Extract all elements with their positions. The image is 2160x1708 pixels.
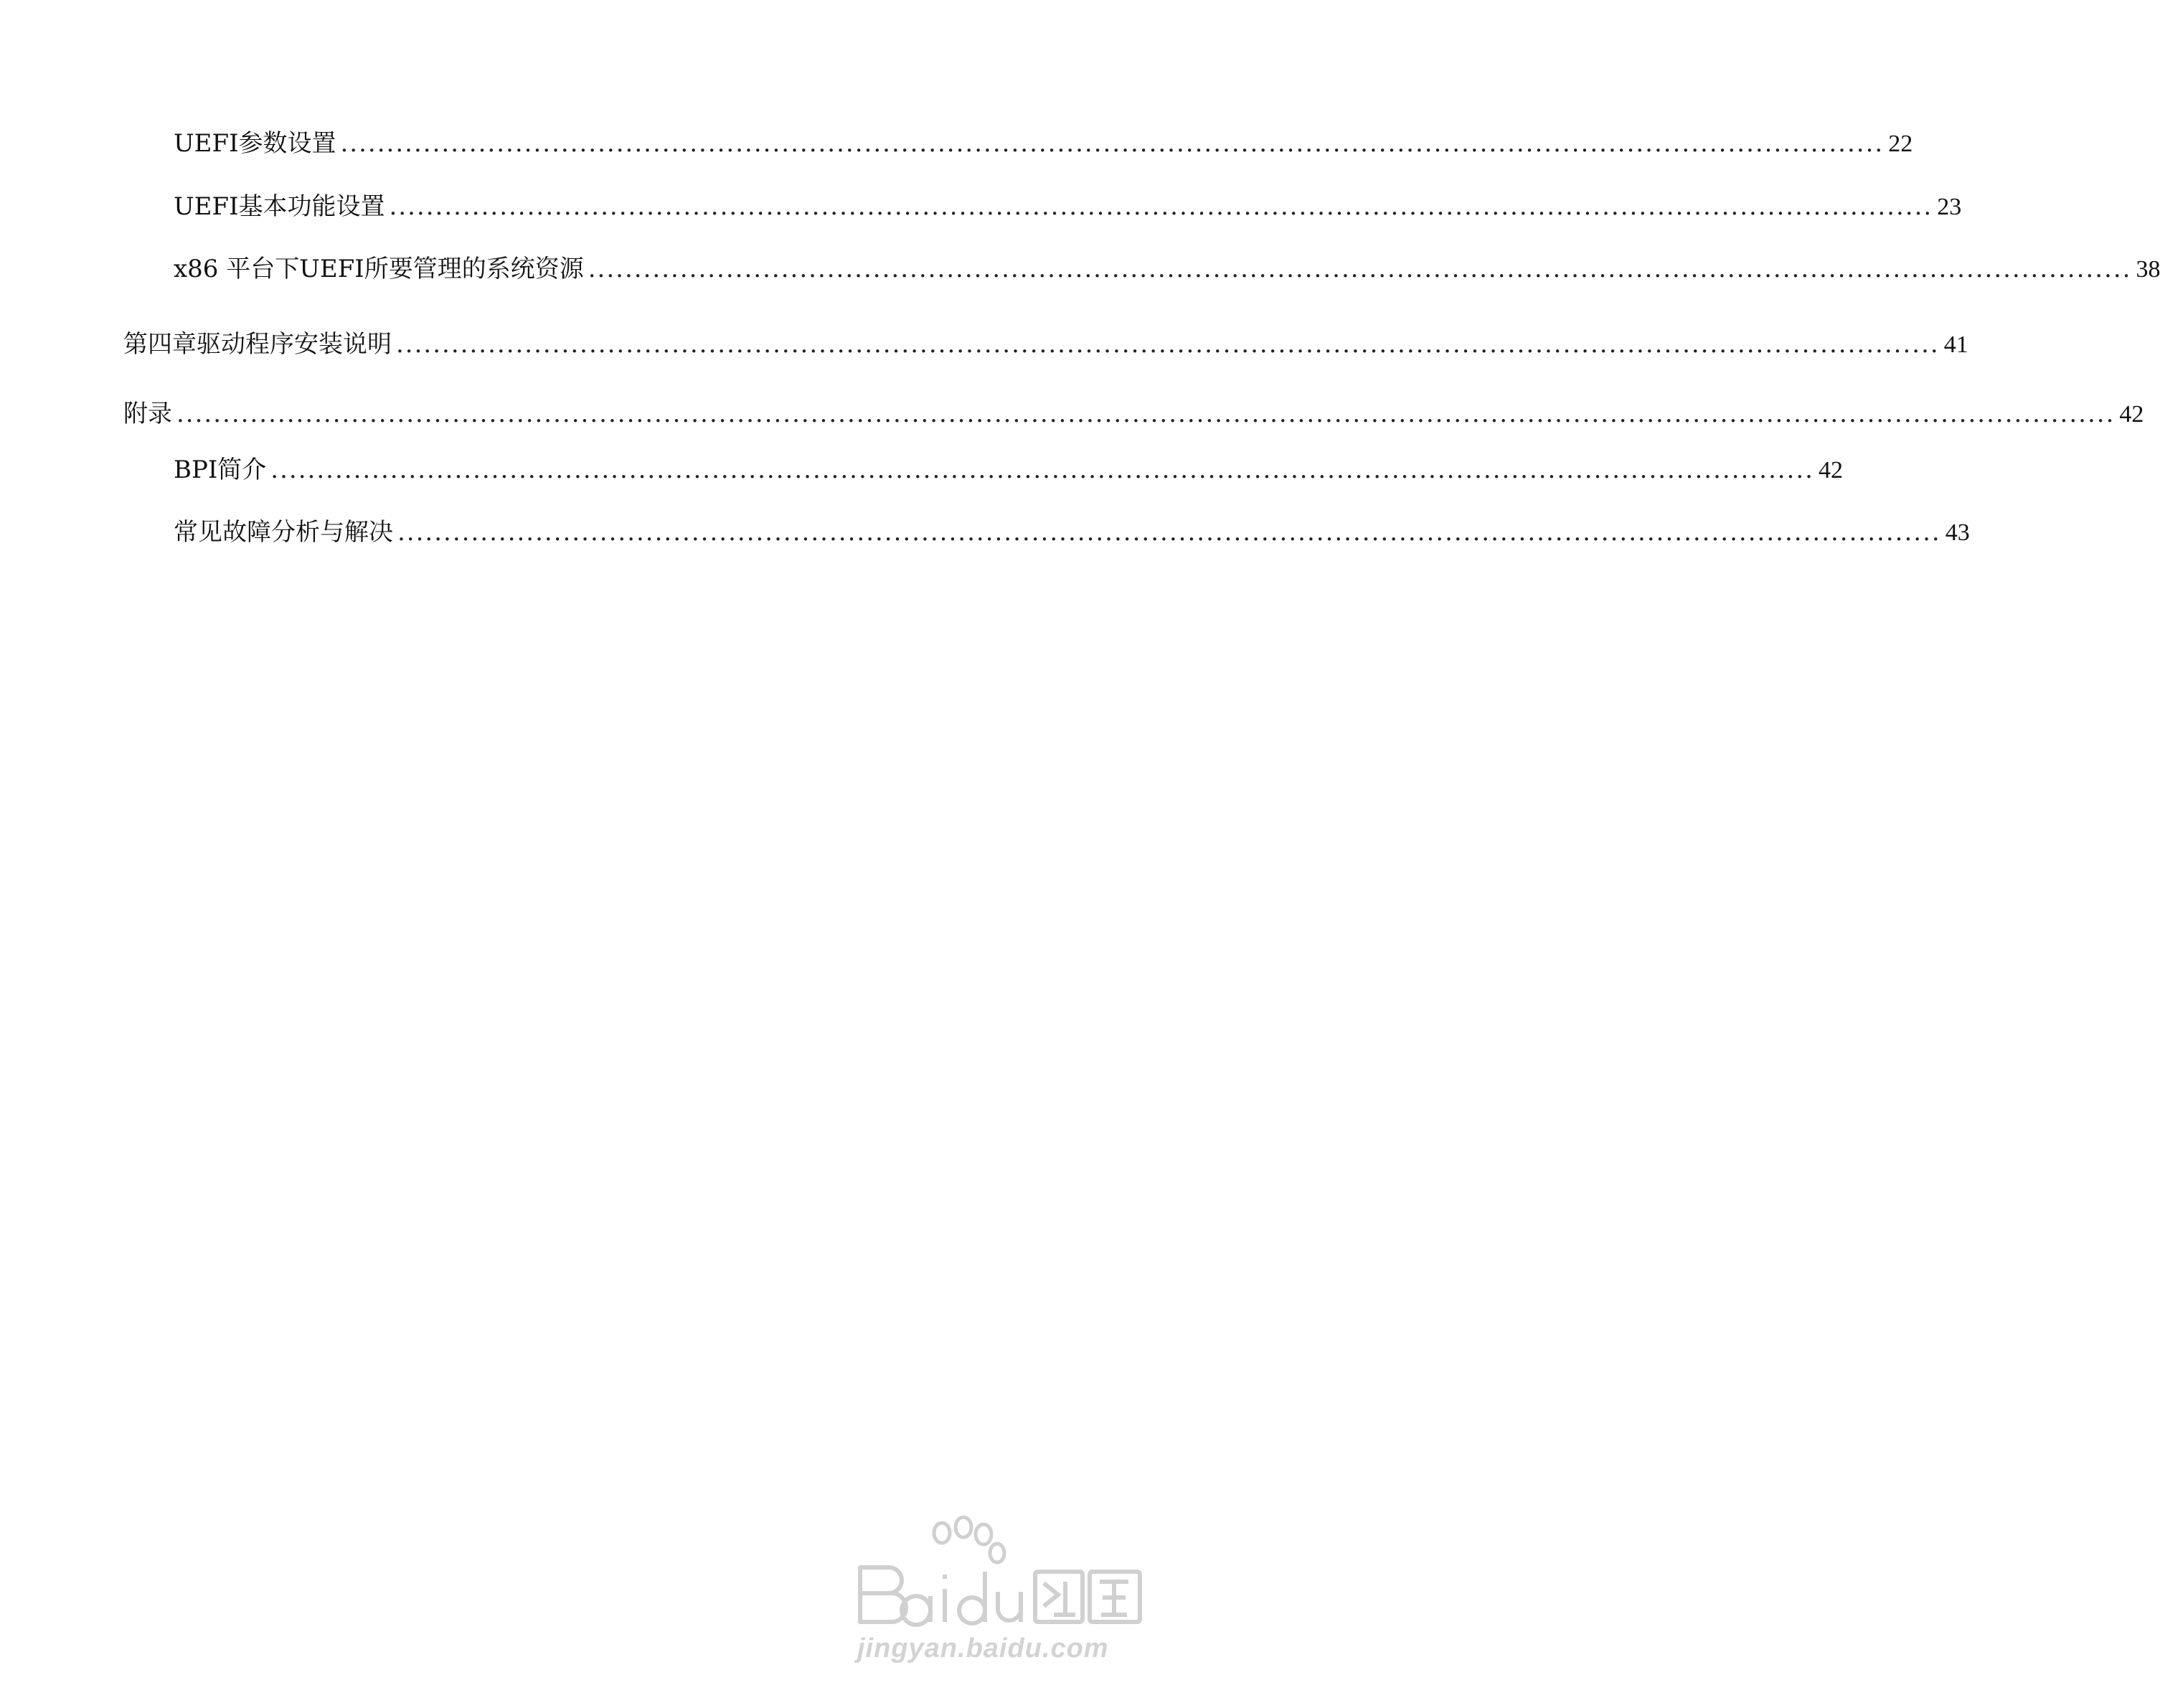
dot-leader: ........................................................................................................................................................................	[397, 518, 1941, 547]
toc-chapter-number: 第四章	[123, 330, 197, 359]
toc-entry-chapter-4[interactable]	[123, 329, 1968, 361]
dot-leader: ........................................................................................................................................................................	[270, 456, 1814, 484]
toc-title: 常见故障分析与解决	[174, 518, 393, 547]
toc-title: x86 平台下UEFI所要管理的系统资源	[174, 255, 584, 283]
toc-title: UEFI参数设置	[174, 129, 336, 158]
toc-page-number: 43	[1945, 519, 1970, 546]
toc-entry-uefi-basic[interactable]	[174, 191, 1962, 223]
dot-leader: ...................................................................................................................................................................................................................	[176, 400, 2116, 428]
dot-leader: ........................................................................................................................................................................	[396, 330, 1940, 359]
toc-page-number: 22	[1888, 131, 1913, 157]
dot-leader: ........................................................................................................................................................................	[389, 192, 1933, 221]
toc-title: 驱动程序安装说明	[197, 330, 392, 359]
toc-entry-bpi[interactable]	[174, 454, 1843, 486]
toc-entry-uefi-params[interactable]	[174, 128, 1913, 160]
toc-page-number: 42	[1818, 457, 1843, 483]
toc-entry-x86-resources[interactable]	[174, 253, 2160, 286]
dot-leader: ........................................................................................................................................................................	[588, 255, 2132, 283]
watermark-url: jingyan.baidu.com	[857, 1633, 1109, 1664]
toc-title: UEFI基本功能设置	[174, 192, 385, 221]
toc-page-number: 23	[1937, 194, 1962, 220]
dot-leader: ........................................................................................................................................................................	[340, 129, 1885, 158]
baidu-jingyan-watermark	[850, 1517, 1151, 1671]
toc-entry-troubleshooting[interactable]	[174, 516, 1970, 549]
toc-page-number: 42	[2119, 401, 2144, 428]
toc-page-number: 38	[2136, 256, 2160, 283]
toc-title: BPI简介	[174, 456, 267, 484]
toc-title: 附录	[123, 400, 172, 428]
toc-page-number: 41	[1943, 331, 1968, 358]
toc-entry-appendix[interactable]	[123, 398, 2144, 430]
